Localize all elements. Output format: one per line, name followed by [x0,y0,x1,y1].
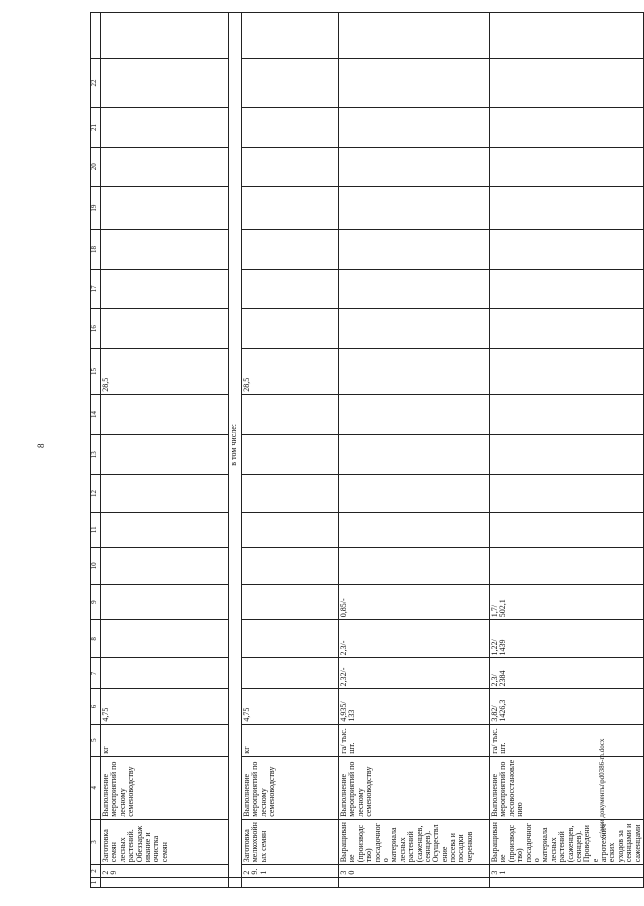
cell-unit: кг [101,724,229,756]
col-num-7: 7 [91,658,101,689]
col-num-4: 4 [91,756,101,819]
cell-c19 [490,186,644,229]
cell-c21 [242,108,339,147]
cell-c20 [490,147,644,186]
cell-measure: Выполнение мероприятий по лесовосстановлению [490,756,644,819]
cell-c9: 1,7/ 502,1 [490,585,644,620]
cell-c7 [101,658,229,689]
cell-c17 [339,269,490,308]
cell-c12 [101,475,229,512]
cell-c22 [490,58,644,108]
cell-extra [339,13,490,59]
table-row [101,13,229,888]
cell-c14 [339,394,490,434]
cell-num: 29 [101,865,229,877]
table-row [242,13,339,888]
cell-name: Выращивание (производство) посадочного материала лесных растений (саженцев, сеянцев). Проведение агротехнических уходов за сеянцами и саженцами [490,819,644,865]
cell-c22 [242,58,339,108]
cell-c22 [101,58,229,108]
cell-c10 [339,547,490,584]
section-row [229,13,242,888]
cell-c17 [101,269,229,308]
col-num-8: 8 [91,620,101,658]
cell-blank [490,877,644,887]
cell-blank [242,877,339,887]
column-number-row [91,13,101,888]
cell-extra [490,13,644,59]
cell-c13 [490,435,644,475]
cell-c15 [339,349,490,395]
cell-name: Заготовка мелкохвойных семян [242,819,339,865]
cell-c14 [490,394,644,434]
cell-c13 [339,435,490,475]
cell-c19 [242,186,339,229]
cell-unit: га/ тыс. шт. [339,724,490,756]
cell-c21 [339,108,490,147]
cell-c18 [101,230,229,269]
cell-c11 [242,512,339,547]
cell-c20 [339,147,490,186]
cell-name: Заготовка семян лесных растений. Обеззараживание и очистка семян [101,819,229,865]
col-num-9: 9 [91,585,101,620]
col-num-13: 13 [91,435,101,475]
section-label: в том числе: [229,13,242,878]
cell-name: Выращивание (производство) посадочного материала лесных растений (саженцев, сеянцев). Осуществление посева и посадки черенков [339,819,490,865]
cell-c16 [339,308,490,348]
col-num-16: 16 [91,308,101,348]
cell-c19 [101,186,229,229]
section-cell-blank [229,877,242,887]
col-num-21: 21 [91,108,101,147]
cell-c17 [490,269,644,308]
cell-c16 [101,308,229,348]
cell-c22 [339,58,490,108]
cell-c12 [339,475,490,512]
col-num-17: 17 [91,269,101,308]
cell-extra [101,13,229,59]
cell-c17 [242,269,339,308]
cell-measure: Выполнение мероприятий по лесному семеноводству [101,756,229,819]
cell-c15: 28,5 [242,349,339,395]
cell-c8: 1,22/ 1439 [490,620,644,658]
cell-c18 [242,230,339,269]
col-num-19: 19 [91,186,101,229]
cell-extra [242,13,339,59]
cell-c18 [490,230,644,269]
cell-c8 [101,620,229,658]
col-num-5: 5 [91,724,101,756]
col-num-15: 15 [91,349,101,395]
col-num-2: 2 [91,865,101,877]
footer-path: c:\мои документы\pd0386-m.docx [598,738,606,838]
rotated-table-wrapper [90,12,642,888]
cell-c11 [339,512,490,547]
cell-c7: 2,3/ 2384 [490,658,644,689]
cell-c10 [101,547,229,584]
cell-c8: 2,3/- [339,620,490,658]
cell-c6: 4,75 [101,689,229,724]
cell-c13 [101,435,229,475]
cell-c12 [490,475,644,512]
col-num-1: 1 [91,877,101,887]
col-num-11: 11 [91,512,101,547]
cell-c9 [101,585,229,620]
cell-c6: 4,935/ 133 [339,689,490,724]
cell-blank [339,877,490,887]
cell-c16 [490,308,644,348]
page-number: 8 [36,443,46,448]
col-num-10: 10 [91,547,101,584]
plan-table [90,12,644,888]
cell-c9: 0,85/- [339,585,490,620]
col-num-3: 3 [91,819,101,865]
cell-c21 [490,108,644,147]
table-row [490,13,644,888]
cell-c18 [339,230,490,269]
cell-c6: 4,75 [242,689,339,724]
col-num-6: 6 [91,689,101,724]
cell-num: 29.1 [242,865,339,877]
cell-unit: кг [242,724,339,756]
cell-c16 [242,308,339,348]
cell-num: 31 [490,865,644,877]
cell-c10 [490,547,644,584]
cell-c14 [242,394,339,434]
cell-blank [101,877,229,887]
cell-c9 [242,585,339,620]
col-num-20: 20 [91,147,101,186]
cell-c11 [490,512,644,547]
cell-c8 [242,620,339,658]
cell-c15 [490,349,644,395]
cell-c20 [101,147,229,186]
table-row [339,13,490,888]
col-num-18: 18 [91,230,101,269]
col-num-extra [91,13,101,59]
cell-c7: 2,32/- [339,658,490,689]
col-num-22: 22 [91,58,101,108]
cell-c6: 3,82/ 1426,3 [490,689,644,724]
cell-c10 [242,547,339,584]
col-num-12: 12 [91,475,101,512]
cell-c12 [242,475,339,512]
cell-c19 [339,186,490,229]
col-num-14: 14 [91,394,101,434]
cell-c11 [101,512,229,547]
cell-c7 [242,658,339,689]
cell-num: 30 [339,865,490,877]
cell-c15: 28,5 [101,349,229,395]
cell-c13 [242,435,339,475]
cell-unit: га/ тыс. шт. [490,724,644,756]
cell-c20 [242,147,339,186]
cell-measure: Выполнение мероприятий по лесному семеноводству [242,756,339,819]
cell-c21 [101,108,229,147]
cell-c14 [101,394,229,434]
cell-measure: Выполнение мероприятий по лесному семеноводству [339,756,490,819]
